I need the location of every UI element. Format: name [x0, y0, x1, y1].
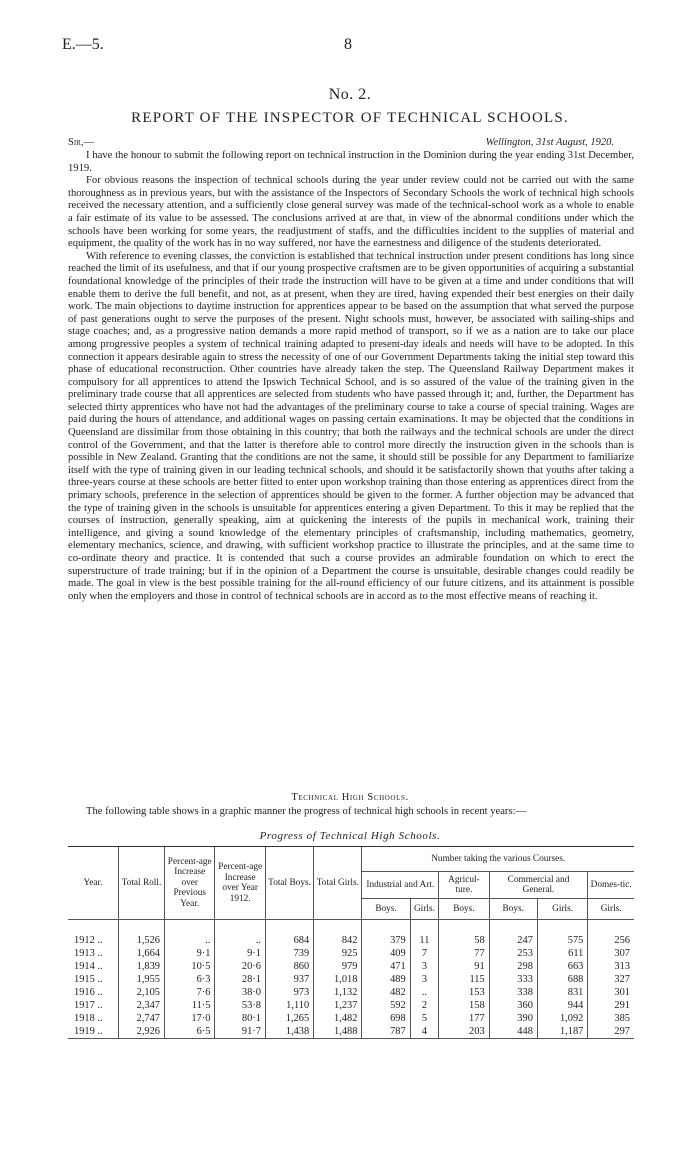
table-cell: 409 [362, 947, 410, 960]
table-cell: 5 [410, 1012, 439, 1025]
table-cell: 448 [489, 1025, 537, 1039]
section-heading: Technical High Schools. [291, 792, 409, 803]
table-cell: 787 [362, 1025, 410, 1039]
table-cell: 1,132 [314, 986, 362, 999]
table-cell: 298 [489, 960, 537, 973]
table-cell: 7 [410, 947, 439, 960]
table-cell: 925 [314, 947, 362, 960]
table-cell: 11·5 [165, 999, 215, 1012]
row-year: 1919 .. [68, 1025, 118, 1039]
table-cell: 1,955 [118, 973, 164, 986]
table-cell: 77 [439, 947, 489, 960]
table-row [68, 973, 634, 986]
header-girls: Girls. [537, 899, 587, 920]
table-row [68, 947, 634, 960]
table-cell: 301 [588, 986, 634, 999]
table-cell: 3 [410, 960, 439, 973]
table-row [68, 999, 634, 1012]
table-cell: 153 [439, 986, 489, 999]
progress-table [68, 846, 634, 1039]
table-cell: 1,092 [537, 1012, 587, 1025]
row-year: 1918 .. [74, 1013, 103, 1024]
header-total-roll: Total Roll. [118, 847, 164, 920]
document-reference: E.—5. [62, 36, 104, 53]
table-cell: 1,488 [314, 1025, 362, 1039]
table-cell: 739 [265, 947, 313, 960]
table-cell: 1,482 [314, 1012, 362, 1025]
table-cell: 390 [489, 1012, 537, 1025]
table-cell: 1,237 [314, 999, 362, 1012]
table-cell: 937 [265, 973, 313, 986]
table-cell: 38·0 [215, 986, 265, 999]
table-cell: 91·7 [215, 1025, 265, 1039]
table-cell: 360 [489, 999, 537, 1012]
header-industrial: Industrial and Art. [362, 872, 439, 899]
report-title: REPORT OF THE INSPECTOR OF TECHNICAL SCHOOLS. [131, 110, 569, 126]
table-cell: 58 [439, 934, 489, 947]
table-cell: 53·8 [215, 999, 265, 1012]
header-year: Year. [68, 847, 118, 920]
table-cell: 1,526 [118, 934, 164, 947]
table-cell: 80·1 [215, 1012, 265, 1025]
table-cell: 2,926 [118, 1025, 164, 1039]
table-body [68, 920, 634, 1039]
table-cell: 698 [362, 1012, 410, 1025]
row-year: 1914 .. [74, 961, 103, 972]
table-cell: 28·1 [215, 973, 265, 986]
header-boys: Boys. [489, 899, 537, 920]
row-year: 1912 .. [74, 935, 103, 946]
table-row [68, 1012, 634, 1025]
table-cell: 831 [537, 986, 587, 999]
report-number: No. 2. [328, 86, 372, 103]
table-row [68, 986, 634, 999]
header-pct-1912: Percent-age Increase over Year 1912. [215, 847, 265, 920]
table-cell: 1,839 [118, 960, 164, 973]
table-cell: 2,347 [118, 999, 164, 1012]
table-cell: 860 [265, 960, 313, 973]
table-cell: 1,187 [537, 1025, 587, 1039]
table-row [68, 960, 634, 973]
header-pct-prev: Percent-age Increase over Previous Year. [165, 847, 215, 920]
table-cell: 2,747 [118, 1012, 164, 1025]
table-cell: 291 [588, 999, 634, 1012]
header-girls: Girls. [410, 899, 439, 920]
table-cell: 247 [489, 934, 537, 947]
table-cell: 663 [537, 960, 587, 973]
table-cell: 4 [410, 1025, 439, 1039]
table-cell: 482 [362, 986, 410, 999]
row-year: 1916 .. [74, 987, 103, 998]
table-cell: 91 [439, 960, 489, 973]
table-cell: 307 [588, 947, 634, 960]
table-cell: 684 [265, 934, 313, 947]
table-cell: 592 [362, 999, 410, 1012]
table-title: Progress of Technical High Schools. [259, 830, 441, 842]
table-cell: .. [165, 934, 215, 947]
paragraph: With reference to evening classes, the conviction is established that technical instruction under present conditions has long since reached the limit of its usefulness, and that if our young prospective craftsmen are to be given opportunities of acquiring a substantial foundational knowledge of the principles of their trade the instruction will have to be given at a time and under conditions that will enable them to derive the full benefit, and not, as at present, when they are tired, having expended their best energies on their daily work. The main objections to daytime instruction for apprentices appear to be based on the assumption that what served the purpose of past generations ought to serve the purposes of the present. Night schools must, however, be associated with sailing-ships and stage coaches; and, as a progressive nation demands a more rapid method of transport, so if we as a nation are to take our place among progressive peoples a system of technical training adapted to present-day ideals and needs will have to be adopted. In this connection it appears desirable again to stress the necessity of one of our Government Departments taking the initial step toward this phase of educational reconstruction. Other countries have already taken the step. The Queensland Railway Department makes it compulsory for all apprentices to attend the Ipswich Technical School, and is so assured of the value of the training given in the preliminary trade course that all apprentices are selected from students who have passed through it; and, further, the Department has selected thirty apprentices who have not had the advantages of the preliminary course to take a course of special training. Wages are paid during the hours of attendance, and additional wages on passing certain examinations. It may be objected that the conditions in Queensland are dissimilar from those obtaining in this country; that both the railways and the technical schools are under the direct control of the Government, and that the latter is therefore able to control more directly the instruction given in the schools than is possible in New Zealand. Granting that the conditions are not the same, it should still be possible for any Department to familiarize itself with the type of training given in our leading technical schools, and should it be satisfactorily shown that youths after taking a three-years course at these schools are better fitted to enter upon workshop training than those entering as apprentices direct from the primary schools, preference in the selection of apprentices should be given to the former. A further objection may be advanced that the type of training given in the schools is unsuitable for apprentices entering a given Department. To this it may be replied that the courses of instruction, generally speaking, aim at quickening the interests of the pupils in mechanical work, training their intelligence, and giving a sound knowledge of the elementary principles of craftsmanship, including mathematics, geometry, elementary mechanics, science, and drawing, with sufficient workshop practice to illustrate the principles, and at the same time to co-ordinate theory and practice. It is contended that such a course provides an admirable foundation on which to erect the superstructure of trade training; but if in the opinion of a Department the course is unsuitable, desirable changes could readily be made. The goal in view is the best possible training for the all-round efficiency of our future citizens, and its attainment is possible only when the employers and those in control of technical schools are in accord as to the most effective means of reaching it. [68, 250, 634, 602]
dateline: Wellington, 31st August, 1920. [485, 137, 614, 148]
table-cell: 297 [588, 1025, 634, 1039]
table-cell: 158 [439, 999, 489, 1012]
header-domestic: Domes-tic. [588, 872, 634, 899]
table-cell: 1,018 [314, 973, 362, 986]
table-cell: .. [410, 986, 439, 999]
table-cell: 7·6 [165, 986, 215, 999]
table-cell: 9·1 [165, 947, 215, 960]
header-girls: Girls. [588, 899, 634, 920]
table-cell: 2,105 [118, 986, 164, 999]
row-year: 1915 .. [74, 974, 103, 985]
table-cell: 611 [537, 947, 587, 960]
table-cell: 338 [489, 986, 537, 999]
table-cell: 10·5 [165, 960, 215, 973]
table-cell: 17·0 [165, 1012, 215, 1025]
table-cell: .. [215, 934, 265, 947]
table-cell: 1,664 [118, 947, 164, 960]
table-cell: 177 [439, 1012, 489, 1025]
table-cell: 203 [439, 1025, 489, 1039]
table-cell: 1,265 [265, 1012, 313, 1025]
table-cell: 471 [362, 960, 410, 973]
header-boys: Boys. [362, 899, 410, 920]
table-cell: 688 [537, 973, 587, 986]
table-cell: 379 [362, 934, 410, 947]
row-year: 1917 .. [74, 1000, 103, 1011]
report-body [68, 150, 634, 603]
table-cell: 9·1 [215, 947, 265, 960]
table-row [68, 934, 634, 947]
paragraph: I have the honour to submit the following report on technical instruction in the Dominion during the year ending 31st December, 1919. [68, 150, 634, 174]
header-total-girls: Total Girls. [314, 847, 362, 920]
table-cell: 385 [588, 1012, 634, 1025]
table-cell: 489 [362, 973, 410, 986]
table-cell: 11 [410, 934, 439, 947]
table-cell: 6·5 [165, 1025, 215, 1039]
table-cell: 253 [489, 947, 537, 960]
table-cell: 6·3 [165, 973, 215, 986]
header-boys: Boys. [439, 899, 489, 920]
table-cell: 842 [314, 934, 362, 947]
table-cell: 256 [588, 934, 634, 947]
salutation: Sir,— [68, 137, 94, 148]
table-cell: 944 [537, 999, 587, 1012]
header-total-boys: Total Boys. [265, 847, 313, 920]
table-cell: 1,110 [265, 999, 313, 1012]
header-agricultural: Agricul-ture. [439, 872, 489, 899]
table-cell: 2 [410, 999, 439, 1012]
table-cell: 333 [489, 973, 537, 986]
page-number: 8 [344, 36, 352, 53]
table-cell: 973 [265, 986, 313, 999]
table-cell: 1,438 [265, 1025, 313, 1039]
table-cell: 327 [588, 973, 634, 986]
table-cell: 3 [410, 973, 439, 986]
header-commercial: Commercial and General. [489, 872, 588, 899]
table-cell: 313 [588, 960, 634, 973]
table-row [68, 1025, 634, 1039]
row-year: 1913 .. [74, 948, 103, 959]
table-cell: 979 [314, 960, 362, 973]
header-courses: Number taking the various Courses. [362, 847, 634, 872]
table-cell: 20·6 [215, 960, 265, 973]
paragraph: For obvious reasons the inspection of technical schools during the year under review could not be carried out with the same thoroughness as in previous years, but with the assistance of the Inspectors of Secondary Schools the work of technical high schools received the necessary attention, and a sufficiently close general survey was made of the technical-school work as a whole to enable a fair estimate of its value to be assessed. The conclusions arrived at are that, in view of the abnormal conditions under which the schools have been working for some years, the readjustment of staffs, and the difficulties incident to the supplies of material and equipment, the quality of the work has in no way suffered, nor have the earnestness and diligence of the students deteriorated. [68, 175, 634, 250]
table-cell: 575 [537, 934, 587, 947]
section-intro: The following table shows in a graphic manner the progress of technical high schools in recent years:— [86, 806, 527, 817]
table-cell: 115 [439, 973, 489, 986]
